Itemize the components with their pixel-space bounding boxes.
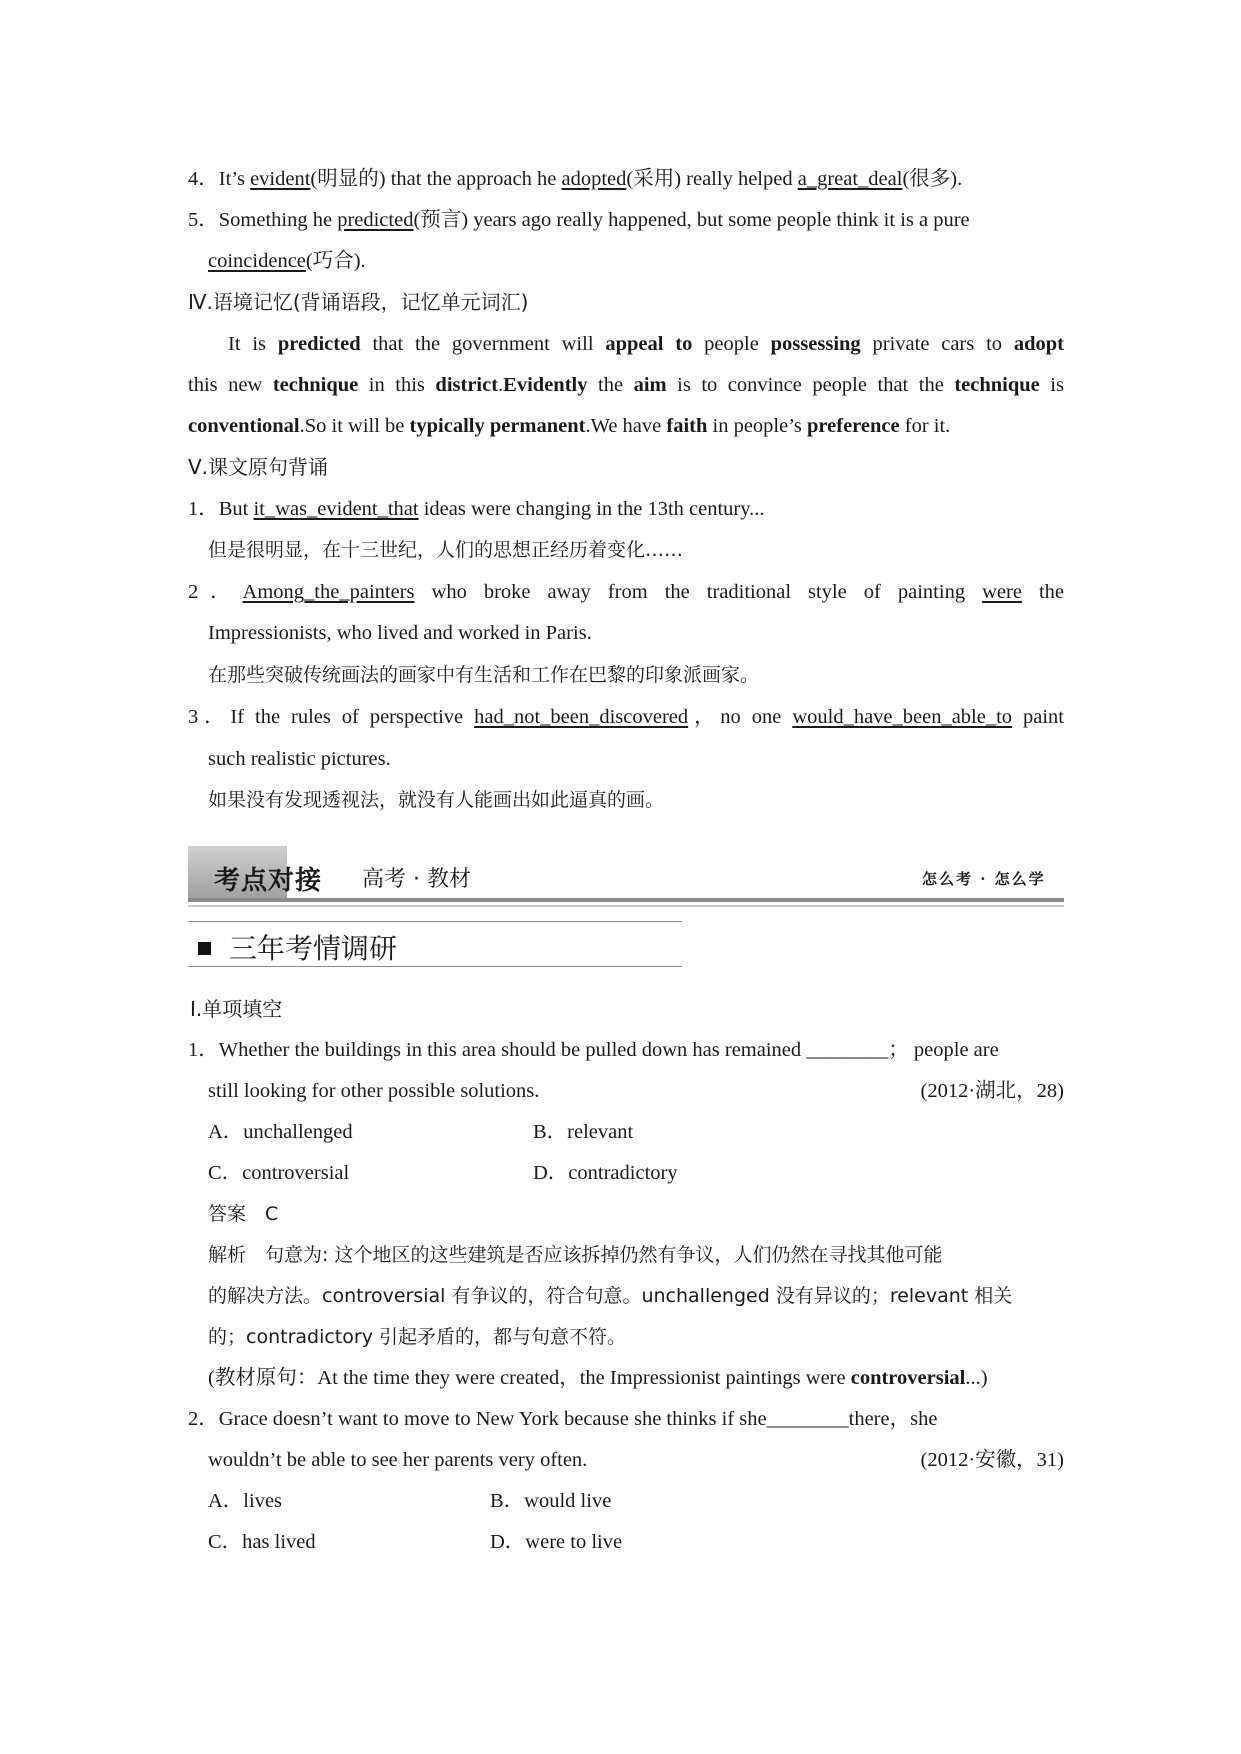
- subheading-rule-top: [188, 921, 682, 922]
- sentence-4: [188, 165, 962, 193]
- sentence-text: (采用) really helped: [626, 168, 798, 190]
- question-2-option-b: B．would live: [490, 1490, 612, 1512]
- question-2-line-2: wouldn’t be able to see her parents very often.: [208, 1449, 588, 1471]
- recite-item-1: 1．But it_was_evident_that ideas were changing in the 13th century...: [188, 498, 765, 520]
- recite-item-1-translation: 但是很明显，在十三世纪，人们的思想正经历着变化……: [208, 539, 684, 561]
- section-4-title: Ⅳ.语境记忆(背诵语段，记忆单元词汇): [188, 290, 529, 314]
- passage-line-3: conventional.So it will be typically permanent.We have faith in people’s preference for it.: [188, 415, 951, 437]
- sentence-text: (明显的) that the approach he: [310, 168, 562, 190]
- question-2-source: (2012·安徽，31): [920, 1449, 1064, 1471]
- question-1-line-2: still looking for other possible solutions.: [208, 1080, 540, 1102]
- question-1-line-1: 1．Whether the buildings in this area should be pulled down has remained ________； people are: [188, 1039, 999, 1061]
- answer-blank: predicted: [337, 209, 414, 231]
- question-1-answer: 答案 C: [208, 1203, 279, 1225]
- answer-blank: evident: [250, 168, 311, 190]
- answer-blank: adopted: [561, 168, 627, 190]
- subheading: 三年考情调研: [198, 927, 397, 967]
- question-1-option-c: C．controversial: [208, 1162, 350, 1184]
- question-1-option-a: A．unchallenged: [208, 1121, 353, 1143]
- banner-subtitle: 高考 · 教材: [362, 867, 471, 892]
- question-1-analysis-3: 的；contradictory 引起矛盾的，都与句意不符。: [208, 1326, 626, 1348]
- banner-tagline: 怎么考 · 怎么学: [922, 870, 1046, 888]
- recite-item-3: 3．If the rules of perspective had_not_been_discovered，no one would_have_been_able_to paint: [188, 706, 1064, 728]
- recite-item-3-cont: such realistic pictures.: [208, 748, 391, 770]
- subheading-rule-bottom: [188, 966, 682, 967]
- sentence-5-start: 5．Something he: [188, 209, 338, 231]
- sentence-text: (巧合).: [305, 250, 366, 272]
- question-1-analysis-2: 的解决方法。controversial 有争议的，符合句意。unchallenged 没有异议的；relevant 相关: [208, 1285, 1013, 1307]
- question-1-source: (2012·湖北，28): [920, 1080, 1064, 1102]
- banner-rule: [188, 898, 1064, 902]
- sentence-4-start: 4．It’s: [188, 168, 251, 190]
- banner-rule-light: [188, 905, 1064, 907]
- passage-line-2: this new technique in this district.Evidently the aim is to convince people that the technique is: [188, 374, 1064, 396]
- exercise-title: Ⅰ.单项填空: [190, 997, 283, 1021]
- recite-item-2-translation: 在那些突破传统画法的画家中有生活和工作在巴黎的印象派画家。: [208, 664, 760, 686]
- square-bullet-icon: [198, 942, 211, 955]
- recite-item-2: 2．Among_the_painters who broke away from the traditional style of painting were the: [188, 581, 1065, 603]
- question-1-textbook-origin: (教材原句：At the time they were created，the Impressionist paintings were controversial...): [208, 1367, 988, 1389]
- question-2-line-1: 2．Grace doesn’t want to move to New York because she thinks if she________there，she: [188, 1408, 938, 1430]
- banner-title: 考点对接: [214, 866, 323, 896]
- question-1-option-b: B．relevant: [533, 1121, 634, 1143]
- recite-item-2-cont: Impressionists, who lived and worked in Paris.: [208, 622, 592, 644]
- sentence-5-cont: [208, 247, 366, 275]
- question-2-option-a: A．lives: [208, 1490, 283, 1512]
- question-1-option-d: D．contradictory: [533, 1162, 678, 1184]
- sentence-text: (很多).: [902, 168, 963, 190]
- sentence-text: (预言) years ago really happened, but some people think it is a pure: [413, 209, 970, 231]
- sentence-5: [188, 206, 970, 234]
- section-5-title: Ⅴ.课文原句背诵: [188, 455, 329, 479]
- answer-blank: a_great_deal: [797, 168, 903, 190]
- question-2-option-d: D．were to live: [490, 1531, 623, 1553]
- passage-line-1: It is predicted that the government will appeal to people possessing private cars to adopt: [228, 333, 1064, 355]
- recite-item-3-translation: 如果没有发现透视法，就没有人能画出如此逼真的画。: [208, 789, 665, 811]
- question-1-analysis-1: 解析 句意为: 这个地区的这些建筑是否应该拆掉仍然有争议，人们仍然在寻找其他可能: [208, 1244, 943, 1266]
- answer-blank: coincidence: [208, 250, 306, 272]
- question-2-option-c: C．has lived: [208, 1531, 316, 1553]
